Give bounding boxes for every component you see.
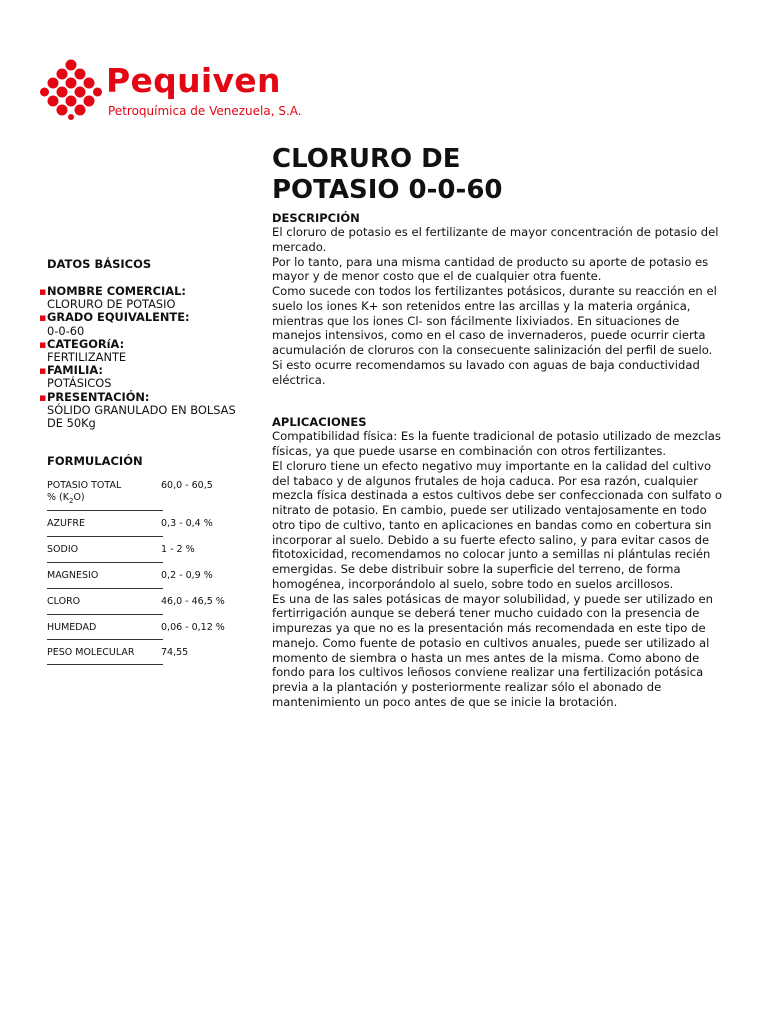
datos-item-familia [47, 364, 247, 390]
descripcion-heading: DESCRIPCIÓN [272, 211, 360, 225]
formulacion-name: MAGNESIO [47, 570, 99, 581]
datos-item-label: ▪ PRESENTACIÓN: [47, 391, 247, 404]
brand-logo [40, 58, 300, 128]
datos-item-nombre [47, 285, 247, 311]
pequiven-logo-icon [40, 58, 102, 120]
title-line-1: CLORURO DE [272, 144, 461, 174]
formulacion-row-potasio [47, 480, 247, 504]
formulacion-row-humedad [47, 622, 247, 646]
formulacion-value: 0,2 - 0,9 % [161, 570, 213, 581]
formulacion-name-line1: POTASIO TOTAL [47, 480, 122, 491]
datos-item-value: SÓLIDO GRANULADO EN BOLSAS DE 50Kg [47, 402, 236, 431]
datos-item-value: CLORURO DE POTASIO [47, 297, 176, 312]
row-divider [47, 562, 163, 563]
datos-basicos-heading: DATOS BÁSICOS [47, 257, 152, 271]
formulacion-value: 46,0 - 46,5 % [161, 596, 225, 607]
formulacion-name: SODIO [47, 544, 79, 555]
formulacion-name-line2: % (K [47, 492, 69, 503]
descripcion-paragraph-2: Por lo tanto, para una misma cantidad de producto su aporte de potasio es mayor y de menor costo que el de cualquier otra fuente. [272, 254, 709, 284]
formulacion-value: 74,55 [161, 647, 189, 658]
title-line-2: POTASIO 0-0-60 [272, 175, 503, 205]
datos-basicos-list [47, 285, 247, 430]
datos-item-grado [47, 311, 247, 337]
formulacion-name: AZUFRE [47, 518, 86, 529]
formulacion-name: HUMEDAD [47, 622, 97, 633]
main-content [272, 211, 724, 710]
formulacion-value: 1 - 2 % [161, 544, 195, 555]
formulacion-value: 0,06 - 0,12 % [161, 622, 225, 633]
row-divider [47, 588, 163, 589]
formulacion-row-cloro [47, 596, 247, 620]
formulacion-subscript: 2 [68, 496, 74, 505]
formulacion-row-azufre [47, 518, 247, 542]
formulacion-name [47, 480, 157, 507]
formulacion-name: PESO MOLECULAR [47, 647, 135, 658]
formulacion-name: CLORO [47, 596, 81, 607]
aplicaciones-heading: APLICACIONES [272, 415, 367, 430]
datos-item-value: 0-0-60 [47, 323, 85, 338]
datos-item-label: ▪ NOMBRE COMERCIAL: [47, 285, 247, 298]
formulacion [47, 454, 247, 658]
datos-item-categoria [47, 338, 247, 364]
row-divider [47, 536, 163, 537]
formulacion-row-sodio [47, 544, 247, 568]
aplicaciones-paragraph-2: El cloruro tiene un efecto negativo muy importante en la calidad del cultivo del tabaco y de algunos frutales de hoja caduca. Por esa razón, cualquier mezcla física destinada a estos cultivos debe ser confeccionada con sulfato o nitrato de potasio. En cambio, puede ser utilizado ventajosamente en todo otro tipo de cultivo, tanto en aplicaciones en bandas como en cobertura sin incorporar al suelo. Debido a su fuerte efecto salino, y para evitar casos de fitotoxicidad, recomendamos no colocar junto a semillas ni plántulas recién emergidas. Se debe distribuir sobre la superficie del terreno, de forma homogénea, incorporándolo al suelo, sobre todo en suelos arcillosos. [272, 458, 722, 591]
datos-item-label: ▪ GRADO EQUIVALENTE: [47, 311, 247, 324]
descripcion-paragraph-3: Como sucede con todos los fertilizantes potásicos, durante su reacción en el suelo los iones K+ son retenidos entre las arcillas y la materia orgánica, mientras que los iones Cl- son fácilmente lixiviados. En situaciones de manejos intensivos, como en el caso de invernaderos, puede ocurrir cierta acumulación de cloruros con la consecuente salinización del perfil de suelo. Si esto ocurre recomendamos su lavado con aguas de baja conductividad eléctrica. [272, 284, 717, 387]
row-divider [47, 510, 163, 511]
formulacion-heading: FORMULACIÓN [47, 454, 143, 468]
formulacion-value: 60,0 - 60,5 [161, 480, 213, 491]
datos-item-presentacion [47, 391, 247, 431]
formulacion-row-magnesio [47, 570, 247, 594]
datos-item-label: ▪ CATEGORíA: [47, 338, 247, 351]
brand-name: Pequiven [106, 61, 281, 100]
row-divider [47, 614, 163, 615]
row-divider [47, 639, 163, 640]
formulacion-value: 0,3 - 0,4 % [161, 518, 213, 529]
brand-subtitle: Petroquímica de Venezuela, S.A. [108, 104, 302, 118]
aplicaciones-paragraph-1: Compatibilidad física: Es la fuente tradicional de potasio utilizado de mezclas físicas, ya que puede usarse en combinación con otros fertilizantes. [272, 429, 721, 458]
descripcion-paragraph-1: El cloruro de potasio es el fertilizante de mayor concentración de potasio del mercado. [272, 225, 719, 254]
datos-item-label: ▪ FAMILIA: [47, 364, 247, 377]
datos-item-value: FERTILIZANTE [47, 350, 127, 365]
row-divider [47, 664, 163, 665]
datos-basicos [47, 257, 247, 430]
formulacion-row-peso-molecular [47, 647, 247, 671]
page-title [272, 144, 503, 206]
datos-item-value: POTÁSICOS [47, 376, 112, 391]
aplicaciones-paragraph-3: Es una de las sales potásicas de mayor solubilidad, y puede ser utilizado en fertirrigación aunque se deberá tener mucho cuidado con la presencia de impurezas ya que no es la presentación más recomendada en este tipo de manejo. Como fuente de potasio en cultivos anuales, puede ser utilizado al momento de siembra o hasta un mes antes de la misma. Como abono de fondo para los cultivos leñosos conviene realizar una fertilización potásica previa a la plantación y posteriormente realizar sólo el abonado de mantenimiento un poco antes de que se inicie la brotación. [272, 591, 714, 709]
formulacion-name-line3: O) [73, 492, 85, 503]
